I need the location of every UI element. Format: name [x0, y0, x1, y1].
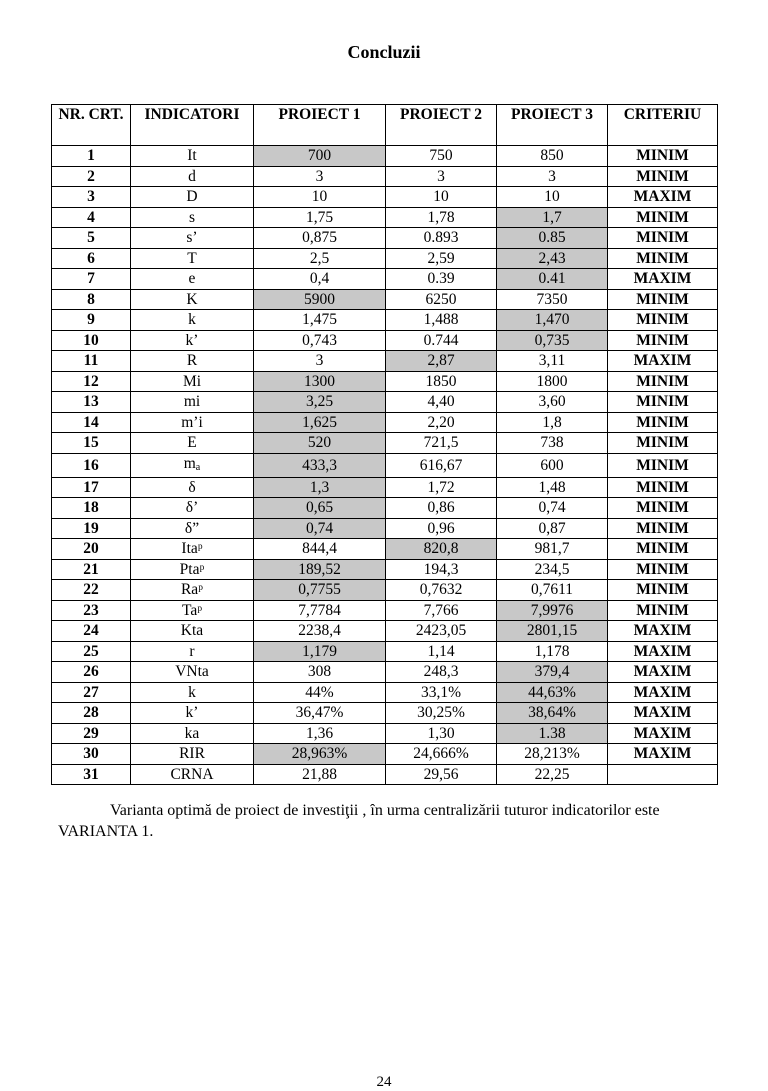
cell-indicator: T	[131, 248, 254, 269]
cell-proiect-2: 29,56	[386, 764, 497, 785]
cell-nr: 2	[52, 166, 131, 187]
cell-proiect-3: 850	[497, 146, 608, 167]
cell-proiect-2: 0.39	[386, 269, 497, 290]
cell-proiect-3: 0,87	[497, 518, 608, 539]
cell-criteriu: MAXIM	[608, 269, 718, 290]
table-row	[52, 412, 718, 433]
cell-indicator: Raᵖ	[131, 580, 254, 601]
cell-indicator: E	[131, 433, 254, 454]
table-row	[52, 744, 718, 765]
cell-nr: 4	[52, 207, 131, 228]
cell-proiect-2: 750	[386, 146, 497, 167]
cell-proiect-2: 0,7632	[386, 580, 497, 601]
cell-proiect-3: 1,8	[497, 412, 608, 433]
cell-criteriu: MINIM	[608, 228, 718, 249]
cell-proiect-1: 2,5	[254, 248, 386, 269]
cell-indicator: Ptaᵖ	[131, 559, 254, 580]
cell-proiect-2: 33,1%	[386, 682, 497, 703]
cell-proiect-3: 0.85	[497, 228, 608, 249]
cell-proiect-2: 616,67	[386, 453, 497, 477]
cell-nr: 22	[52, 580, 131, 601]
cell-proiect-1: 433,3	[254, 453, 386, 477]
table-row	[52, 580, 718, 601]
cell-proiect-3: 1,48	[497, 477, 608, 498]
cell-indicator: CRNA	[131, 764, 254, 785]
cell-proiect-1: 0,875	[254, 228, 386, 249]
table-row	[52, 477, 718, 498]
cell-proiect-2: 1,30	[386, 723, 497, 744]
cell-proiect-2: 2,87	[386, 351, 497, 372]
cell-criteriu: MAXIM	[608, 621, 718, 642]
cell-proiect-1: 10	[254, 187, 386, 208]
cell-criteriu: MAXIM	[608, 662, 718, 683]
cell-proiect-1: 1,3	[254, 477, 386, 498]
cell-criteriu: MAXIM	[608, 351, 718, 372]
cell-proiect-3: 0,7611	[497, 580, 608, 601]
cell-indicator: s	[131, 207, 254, 228]
cell-proiect-2: 10	[386, 187, 497, 208]
cell-indicator: r	[131, 641, 254, 662]
cell-indicator: s’	[131, 228, 254, 249]
cell-indicator: VNta	[131, 662, 254, 683]
cell-nr: 25	[52, 641, 131, 662]
cell-proiect-1: 1,36	[254, 723, 386, 744]
cell-criteriu: MINIM	[608, 518, 718, 539]
cell-criteriu: MINIM	[608, 166, 718, 187]
cell-nr: 1	[52, 146, 131, 167]
table-row	[52, 453, 718, 477]
cell-indicator: d	[131, 166, 254, 187]
cell-indicator: K	[131, 289, 254, 310]
cell-indicator: R	[131, 351, 254, 372]
cell-nr: 10	[52, 330, 131, 351]
cell-nr: 7	[52, 269, 131, 290]
cell-indicator: m’i	[131, 412, 254, 433]
cell-proiect-1: 700	[254, 146, 386, 167]
cell-proiect-1: 3	[254, 166, 386, 187]
table-row	[52, 371, 718, 392]
table-row	[52, 351, 718, 372]
cell-indicator: D	[131, 187, 254, 208]
cell-proiect-3: 1.38	[497, 723, 608, 744]
cell-proiect-2: 1,78	[386, 207, 497, 228]
cell-nr: 15	[52, 433, 131, 454]
table-row	[52, 539, 718, 560]
table-row	[52, 518, 718, 539]
cell-proiect-2: 820,8	[386, 539, 497, 560]
cell-indicator: k’	[131, 330, 254, 351]
table-row	[52, 289, 718, 310]
table-row	[52, 269, 718, 290]
header-criteriu: CRITERIU	[608, 105, 718, 146]
cell-proiect-1: 0,74	[254, 518, 386, 539]
cell-proiect-3: 2,43	[497, 248, 608, 269]
cell-nr: 27	[52, 682, 131, 703]
cell-criteriu: MAXIM	[608, 641, 718, 662]
cell-nr: 31	[52, 764, 131, 785]
cell-proiect-3: 0.41	[497, 269, 608, 290]
cell-proiect-3: 3,11	[497, 351, 608, 372]
cell-proiect-1: 5900	[254, 289, 386, 310]
cell-proiect-1: 3,25	[254, 392, 386, 413]
table-row	[52, 600, 718, 621]
cell-indicator: δ”	[131, 518, 254, 539]
cell-indicator: RIR	[131, 744, 254, 765]
table-row	[52, 187, 718, 208]
indicators-table	[51, 104, 718, 785]
cell-indicator: Kta	[131, 621, 254, 642]
cell-indicator: mi	[131, 392, 254, 413]
cell-criteriu: MINIM	[608, 207, 718, 228]
cell-proiect-1: 28,963%	[254, 744, 386, 765]
cell-nr: 24	[52, 621, 131, 642]
cell-proiect-3: 28,213%	[497, 744, 608, 765]
cell-proiect-2: 6250	[386, 289, 497, 310]
cell-proiect-1: 21,88	[254, 764, 386, 785]
table-row	[52, 146, 718, 167]
indicator-subscript: a	[195, 461, 201, 473]
cell-criteriu: MINIM	[608, 248, 718, 269]
cell-proiect-2: 0.744	[386, 330, 497, 351]
cell-proiect-1: 36,47%	[254, 703, 386, 724]
cell-proiect-3: 3	[497, 166, 608, 187]
cell-criteriu: MINIM	[608, 453, 718, 477]
cell-proiect-3: 379,4	[497, 662, 608, 683]
cell-proiect-1: 1,625	[254, 412, 386, 433]
cell-proiect-3: 22,25	[497, 764, 608, 785]
cell-proiect-3: 3,60	[497, 392, 608, 413]
table-row	[52, 641, 718, 662]
cell-indicator: It	[131, 146, 254, 167]
cell-proiect-1: 7,7784	[254, 600, 386, 621]
cell-nr: 14	[52, 412, 131, 433]
cell-nr: 16	[52, 453, 131, 477]
cell-criteriu: MINIM	[608, 477, 718, 498]
cell-proiect-1: 520	[254, 433, 386, 454]
cell-proiect-1: 308	[254, 662, 386, 683]
cell-proiect-3: 7350	[497, 289, 608, 310]
cell-proiect-3: 44,63%	[497, 682, 608, 703]
page-title: Concluzii	[347, 42, 421, 62]
cell-criteriu: MINIM	[608, 412, 718, 433]
cell-criteriu: MINIM	[608, 392, 718, 413]
cell-proiect-1: 0,65	[254, 498, 386, 519]
cell-proiect-2: 7,766	[386, 600, 497, 621]
cell-nr: 26	[52, 662, 131, 683]
cell-nr: 20	[52, 539, 131, 560]
table-row	[52, 207, 718, 228]
cell-nr: 18	[52, 498, 131, 519]
cell-criteriu	[608, 764, 718, 785]
cell-indicator: δ	[131, 477, 254, 498]
cell-proiect-1: 0,7755	[254, 580, 386, 601]
cell-nr: 29	[52, 723, 131, 744]
cell-proiect-2: 1,488	[386, 310, 497, 331]
header-proiect-3: PROIECT 3	[497, 105, 608, 146]
cell-proiect-2: 1850	[386, 371, 497, 392]
table-row	[52, 662, 718, 683]
cell-indicator	[131, 453, 254, 477]
cell-criteriu: MINIM	[608, 498, 718, 519]
table-header-row	[52, 105, 718, 146]
cell-proiect-2: 30,25%	[386, 703, 497, 724]
cell-indicator: k’	[131, 703, 254, 724]
table-row	[52, 248, 718, 269]
cell-nr: 23	[52, 600, 131, 621]
table-row	[52, 310, 718, 331]
cell-proiect-3: 1,7	[497, 207, 608, 228]
cell-nr: 30	[52, 744, 131, 765]
cell-nr: 6	[52, 248, 131, 269]
cell-indicator: ka	[131, 723, 254, 744]
indicator-symbol: m	[183, 454, 196, 472]
cell-proiect-1: 3	[254, 351, 386, 372]
cell-nr: 13	[52, 392, 131, 413]
cell-nr: 9	[52, 310, 131, 331]
cell-proiect-3: 1,178	[497, 641, 608, 662]
cell-indicator: k	[131, 310, 254, 331]
cell-proiect-2: 2,59	[386, 248, 497, 269]
cell-proiect-2: 1,14	[386, 641, 497, 662]
cell-proiect-3: 0,74	[497, 498, 608, 519]
cell-nr: 17	[52, 477, 131, 498]
table-row	[52, 228, 718, 249]
cell-criteriu: MINIM	[608, 310, 718, 331]
table-row	[52, 682, 718, 703]
table-row	[52, 433, 718, 454]
cell-criteriu: MINIM	[608, 371, 718, 392]
cell-proiect-2: 3	[386, 166, 497, 187]
cell-proiect-1: 0,4	[254, 269, 386, 290]
cell-indicator: e	[131, 269, 254, 290]
cell-criteriu: MAXIM	[608, 723, 718, 744]
cell-proiect-1: 1300	[254, 371, 386, 392]
cell-proiect-2: 721,5	[386, 433, 497, 454]
table-body	[52, 146, 718, 785]
cell-proiect-2: 2423,05	[386, 621, 497, 642]
cell-criteriu: MINIM	[608, 600, 718, 621]
cell-proiect-3: 10	[497, 187, 608, 208]
cell-proiect-2: 0,96	[386, 518, 497, 539]
cell-proiect-2: 248,3	[386, 662, 497, 683]
cell-criteriu: MINIM	[608, 539, 718, 560]
cell-nr: 11	[52, 351, 131, 372]
cell-criteriu: MINIM	[608, 580, 718, 601]
cell-proiect-3: 7,9976	[497, 600, 608, 621]
cell-criteriu: MINIM	[608, 289, 718, 310]
cell-criteriu: MAXIM	[608, 744, 718, 765]
header-proiect-2: PROIECT 2	[386, 105, 497, 146]
cell-proiect-1: 1,75	[254, 207, 386, 228]
cell-nr: 12	[52, 371, 131, 392]
cell-proiect-1: 0,743	[254, 330, 386, 351]
table-row	[52, 621, 718, 642]
cell-proiect-3: 0,735	[497, 330, 608, 351]
cell-proiect-3: 1800	[497, 371, 608, 392]
cell-proiect-1: 189,52	[254, 559, 386, 580]
cell-criteriu: MINIM	[608, 146, 718, 167]
cell-proiect-2: 0.893	[386, 228, 497, 249]
cell-criteriu: MAXIM	[608, 187, 718, 208]
cell-nr: 19	[52, 518, 131, 539]
cell-proiect-1: 44%	[254, 682, 386, 703]
cell-proiect-3: 38,64%	[497, 703, 608, 724]
cell-proiect-3: 234,5	[497, 559, 608, 580]
cell-proiect-3: 1,470	[497, 310, 608, 331]
table-row	[52, 723, 718, 744]
cell-proiect-3: 738	[497, 433, 608, 454]
cell-proiect-2: 0,86	[386, 498, 497, 519]
cell-indicator: Itaᵖ	[131, 539, 254, 560]
table-row	[52, 498, 718, 519]
cell-nr: 21	[52, 559, 131, 580]
table-row	[52, 703, 718, 724]
cell-proiect-1: 1,179	[254, 641, 386, 662]
cell-criteriu: MINIM	[608, 330, 718, 351]
cell-nr: 28	[52, 703, 131, 724]
cell-proiect-2: 4,40	[386, 392, 497, 413]
cell-criteriu: MAXIM	[608, 682, 718, 703]
cell-criteriu: MAXIM	[608, 703, 718, 724]
header-nr-crt: NR. CRT.	[52, 105, 131, 146]
cell-proiect-2: 194,3	[386, 559, 497, 580]
cell-proiect-2: 2,20	[386, 412, 497, 433]
cell-indicator: Mi	[131, 371, 254, 392]
table-row	[52, 166, 718, 187]
cell-proiect-3: 600	[497, 453, 608, 477]
table-row	[52, 330, 718, 351]
cell-proiect-1: 1,475	[254, 310, 386, 331]
cell-proiect-2: 24,666%	[386, 744, 497, 765]
cell-criteriu: MINIM	[608, 433, 718, 454]
table-row	[52, 559, 718, 580]
cell-proiect-1: 844,4	[254, 539, 386, 560]
cell-nr: 8	[52, 289, 131, 310]
cell-proiect-2: 1,72	[386, 477, 497, 498]
cell-criteriu: MINIM	[608, 559, 718, 580]
cell-indicator: Taᵖ	[131, 600, 254, 621]
table-row	[52, 392, 718, 413]
cell-proiect-3: 981,7	[497, 539, 608, 560]
cell-proiect-3: 2801,15	[497, 621, 608, 642]
cell-nr: 3	[52, 187, 131, 208]
cell-proiect-1: 2238,4	[254, 621, 386, 642]
conclusion-text: Varianta optimă de proiect de investiţii , în urma centralizării tuturor indicatorilor este VARIANTA 1.	[58, 802, 660, 840]
page-number: 24	[376, 1074, 392, 1090]
cell-indicator: k	[131, 682, 254, 703]
table-row	[52, 764, 718, 785]
cell-nr: 5	[52, 228, 131, 249]
cell-indicator: δ’	[131, 498, 254, 519]
header-proiect-1: PROIECT 1	[254, 105, 386, 146]
header-indicatori: INDICATORI	[131, 105, 254, 146]
